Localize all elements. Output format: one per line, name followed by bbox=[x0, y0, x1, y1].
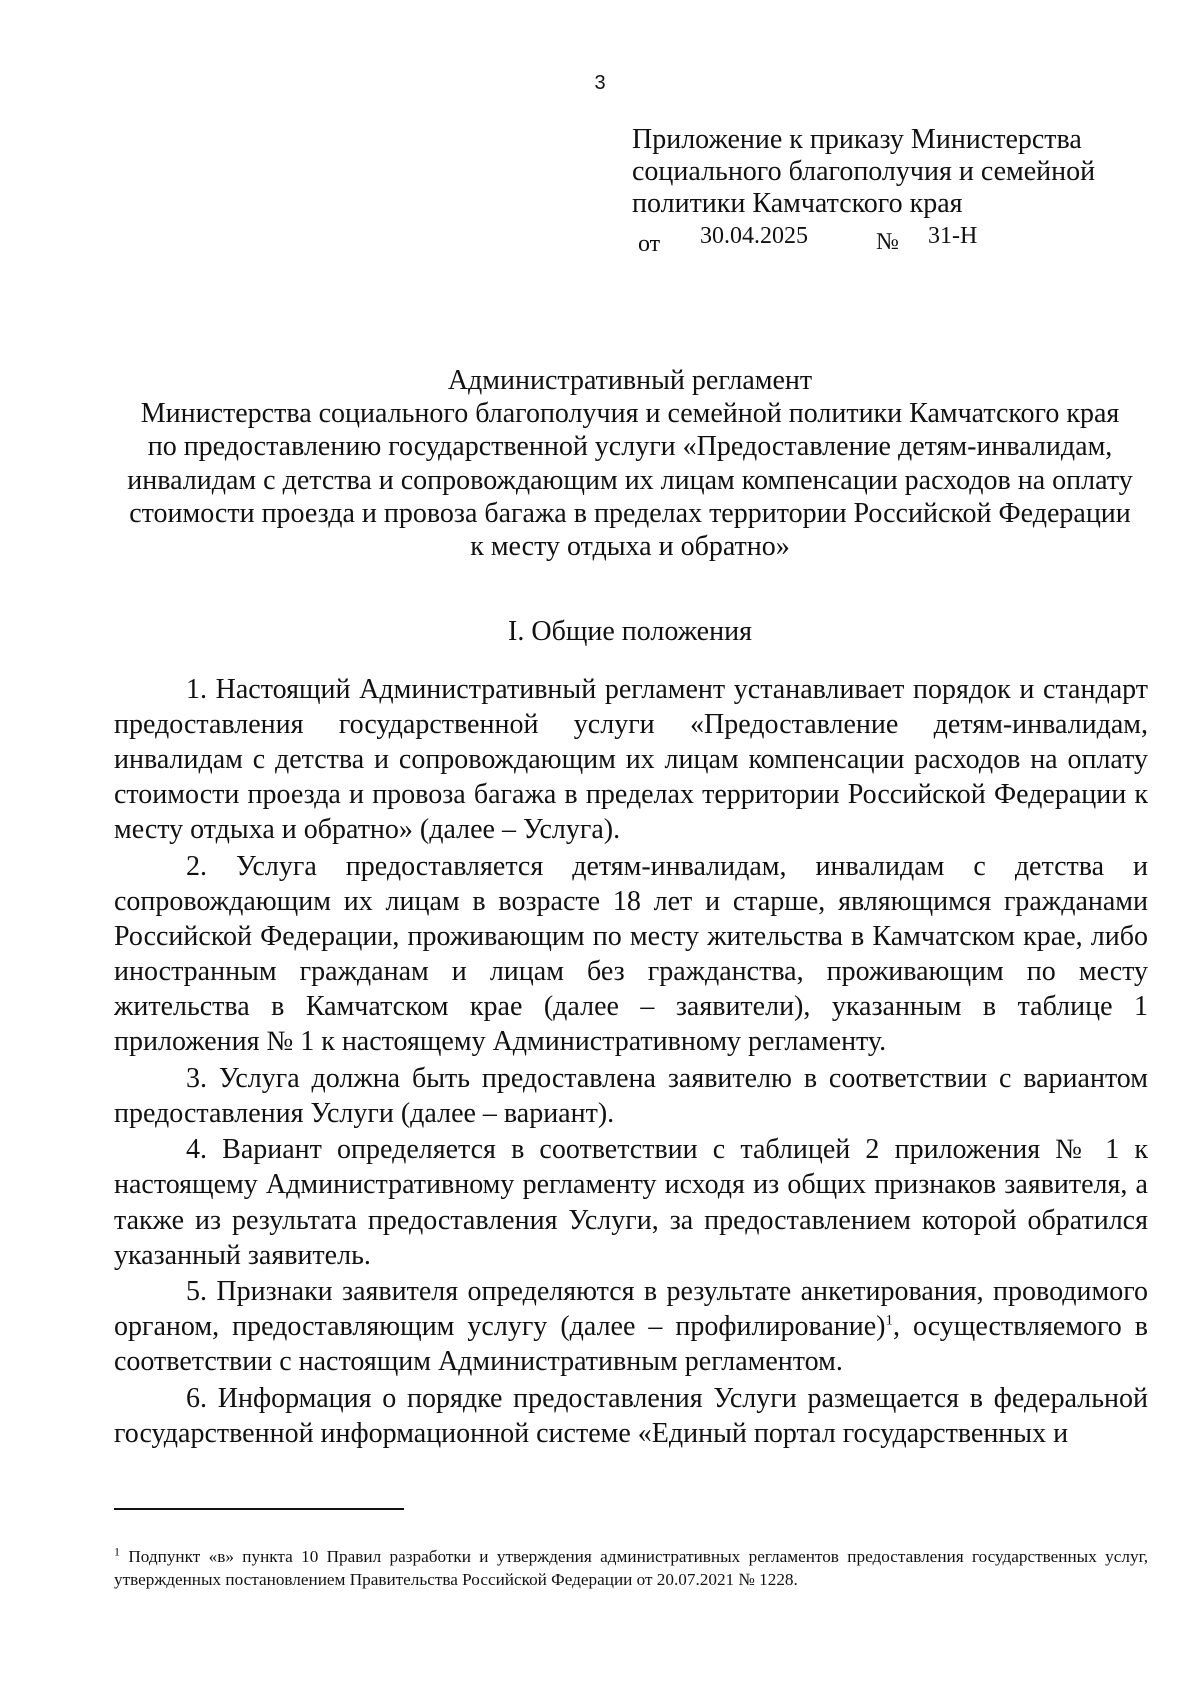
order-number-sign: № bbox=[876, 229, 899, 255]
paragraph-6: 6. Информация о порядке предоставления Услуги размещается в федеральной государственной информационной системе «Единый портал государственных и bbox=[114, 1382, 1148, 1449]
attachment-line: социального благополучия и семейной bbox=[632, 156, 1096, 187]
title-line: к месту отдыха и обратно» bbox=[470, 531, 790, 563]
attachment-line: политики Камчатского края bbox=[632, 188, 963, 219]
order-number: 31-Н bbox=[928, 223, 978, 249]
footnote-divider bbox=[114, 1508, 404, 1510]
attachment-header bbox=[632, 124, 1152, 257]
paragraph-5 bbox=[114, 1274, 1148, 1379]
paragraph-1: 1. Настоящий Административный регламент устанавливает порядок и стандарт предоставления государственной услуги «Предоставление детям-инвалидам, инвалидам с детства и сопровождающим их лицам компенсации расходов на оплату стоимости проезда и провоза багажа в пределах территории Российской Федерации к месту отдыха и обратно» (далее – Услуга). bbox=[114, 674, 1148, 846]
paragraph-5-text-end: , осуществляемого в соответствии с настоящим Административным регламентом. bbox=[114, 1311, 1148, 1378]
order-date: 30.04.2025 bbox=[700, 223, 808, 249]
footnote-text: Подпункт «в» пункта 10 Правил разработки и утверждения административных регламентов предоставления государственных услуг, утвержденных постановлением Правительства Российской Федерации от 20.07.2021 № 1228. bbox=[114, 1547, 1148, 1589]
section-heading: I. Общие положения bbox=[508, 616, 752, 647]
title-line: инвалидам с детства и сопровождающим их лицам компенсации расходов на оплату bbox=[127, 464, 1133, 496]
paragraph-3: 3. Услуга должна быть предоставлена заявителю в соответствии с вариантом предоставления Услуги (далее – вариант). bbox=[114, 1062, 1148, 1129]
footnote bbox=[114, 1546, 1148, 1591]
attachment-line: Приложение к приказу Министерства bbox=[632, 124, 1082, 155]
title-line: Административный регламент bbox=[447, 365, 813, 396]
title-line: по предоставлению государственной услуги «Предоставление детям-инвалидам, bbox=[147, 431, 1113, 463]
paragraph-2: 2. Услуга предоставляется детям-инвалидам, инвалидам с детства и сопровождающим их лицам в возрасте 18 лет и старше, являющимся гражданами Российской Федерации, проживающим по месту жительства в Камчатском крае, либо иностранным гражданам и лицам без гражданства, проживающим по месту жительства в Камчатском крае (далее – заявители), указанным в таблице 1 приложения № 1 к настоящему Административному регламенту. bbox=[114, 850, 1148, 1058]
order-prefix: от bbox=[638, 231, 661, 257]
page-number: 3 bbox=[594, 72, 606, 94]
order-reference bbox=[632, 220, 1152, 257]
footnote-marker: 1 bbox=[114, 1544, 120, 1559]
document-title bbox=[110, 364, 1150, 563]
footnote-reference: 1 bbox=[885, 1312, 893, 1329]
paragraph-5-text: 5. Признаки заявителя определяются в результате анкетирования, проводимого органом, предоставляющим услугу (далее – профилирование) bbox=[114, 1276, 1148, 1343]
paragraph-4: 4. Вариант определяется в соответствии с таблицей 2 приложения № 1 к настоящему Административному регламенту исходя из общих признаков заявителя, а также из результата предоставления Услуги, за предоставлением которой обратился указанный заявитель. bbox=[114, 1134, 1148, 1271]
body-text bbox=[114, 672, 1148, 1452]
title-line: Министерства социального благополучия и семейной политики Камчатского края bbox=[140, 398, 1120, 430]
title-line: стоимости проезда и провоза багажа в пределах территории Российской Федерации bbox=[129, 497, 1131, 529]
